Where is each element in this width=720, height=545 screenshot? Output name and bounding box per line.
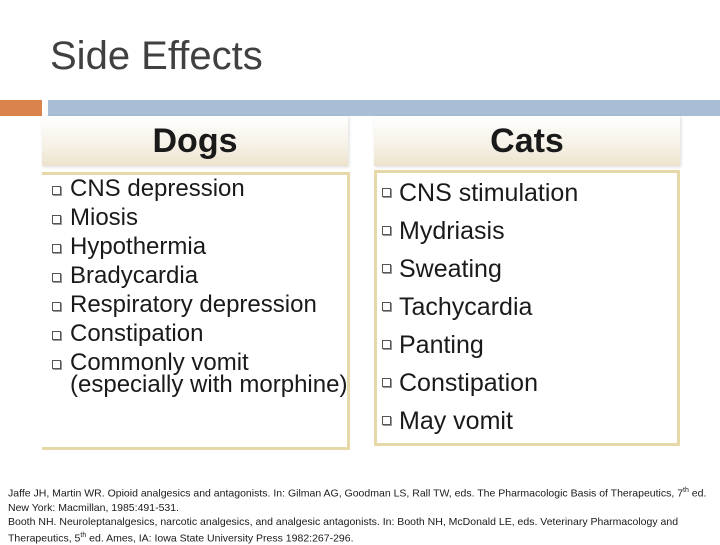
list-item (52, 261, 352, 290)
square-bullet-icon (382, 188, 391, 197)
list-item (382, 364, 682, 402)
list-item-text: Panting (399, 326, 484, 364)
list-item-text: Constipation (70, 319, 203, 348)
references-footnote (8, 484, 720, 545)
list-item-text: Mydriasis (399, 212, 505, 250)
square-bullet-icon (382, 302, 391, 311)
list-item (52, 174, 352, 203)
list-item-text: CNS depression (70, 174, 245, 203)
list-item-text: Tachycardia (399, 288, 532, 326)
list-item-text: Constipation (399, 364, 538, 402)
dogs-column-heading: Dogs (42, 116, 348, 166)
square-bullet-icon (382, 264, 391, 273)
list-item-text: Respiratory depression (70, 290, 317, 319)
accent-bar-blue (48, 100, 720, 116)
list-item-text: CNS stimulation (399, 174, 578, 212)
square-bullet-icon (52, 273, 61, 282)
list-item (52, 290, 352, 319)
reference-superscript: th (683, 487, 689, 494)
square-bullet-icon (382, 226, 391, 235)
square-bullet-icon (52, 215, 61, 224)
reference-text: ed. Ames, IA: Iowa State University Press 1982:267-296. (86, 532, 353, 544)
cats-side-effects-list (382, 174, 682, 440)
list-item (382, 250, 682, 288)
square-bullet-icon (52, 186, 61, 195)
reference-text: Booth NH. Neuroleptanalgesics, narcotic analgesics, and analgesic antagonists. In: Booth NH, McDonald LE, eds. Veterinary Pharmacology and Therapeutics, 5 (8, 516, 678, 545)
slide-title: Side Effects (50, 34, 263, 79)
list-item-text: Commonly vomit (especially with morphine) (70, 348, 352, 399)
square-bullet-icon (382, 416, 391, 425)
list-item (52, 232, 352, 261)
reference-text: ed. New York: Macmillan, 1985:491-531. (8, 488, 706, 514)
square-bullet-icon (382, 378, 391, 387)
square-bullet-icon (52, 302, 61, 311)
dogs-side-effects-list (52, 174, 352, 399)
list-item-text: Hypothermia (70, 232, 206, 261)
list-item (52, 319, 352, 348)
list-item-text: Bradycardia (70, 261, 198, 290)
list-item-text: May vomit (399, 402, 513, 440)
list-item (382, 212, 682, 250)
list-item-text: Miosis (70, 203, 138, 232)
reference-text: Jaffe JH, Martin WR. Opioid analgesics and antagonists. In: Gilman AG, Goodman LS, Rall TW, eds. The Pharmacologic Basis of Therapeutics, 7 (8, 488, 683, 500)
reference-1 (8, 484, 720, 515)
list-item (382, 402, 682, 440)
square-bullet-icon (382, 340, 391, 349)
list-item-text: Sweating (399, 250, 502, 288)
square-bullet-icon (52, 360, 61, 369)
square-bullet-icon (52, 244, 61, 253)
list-item (52, 348, 352, 399)
square-bullet-icon (52, 331, 61, 340)
accent-bar-orange (0, 100, 42, 116)
reference-2 (8, 515, 720, 545)
list-item (382, 174, 682, 212)
cats-column-heading: Cats (374, 116, 680, 166)
list-item (382, 326, 682, 364)
list-item (382, 288, 682, 326)
list-item (52, 203, 352, 232)
reference-superscript: th (80, 532, 86, 539)
